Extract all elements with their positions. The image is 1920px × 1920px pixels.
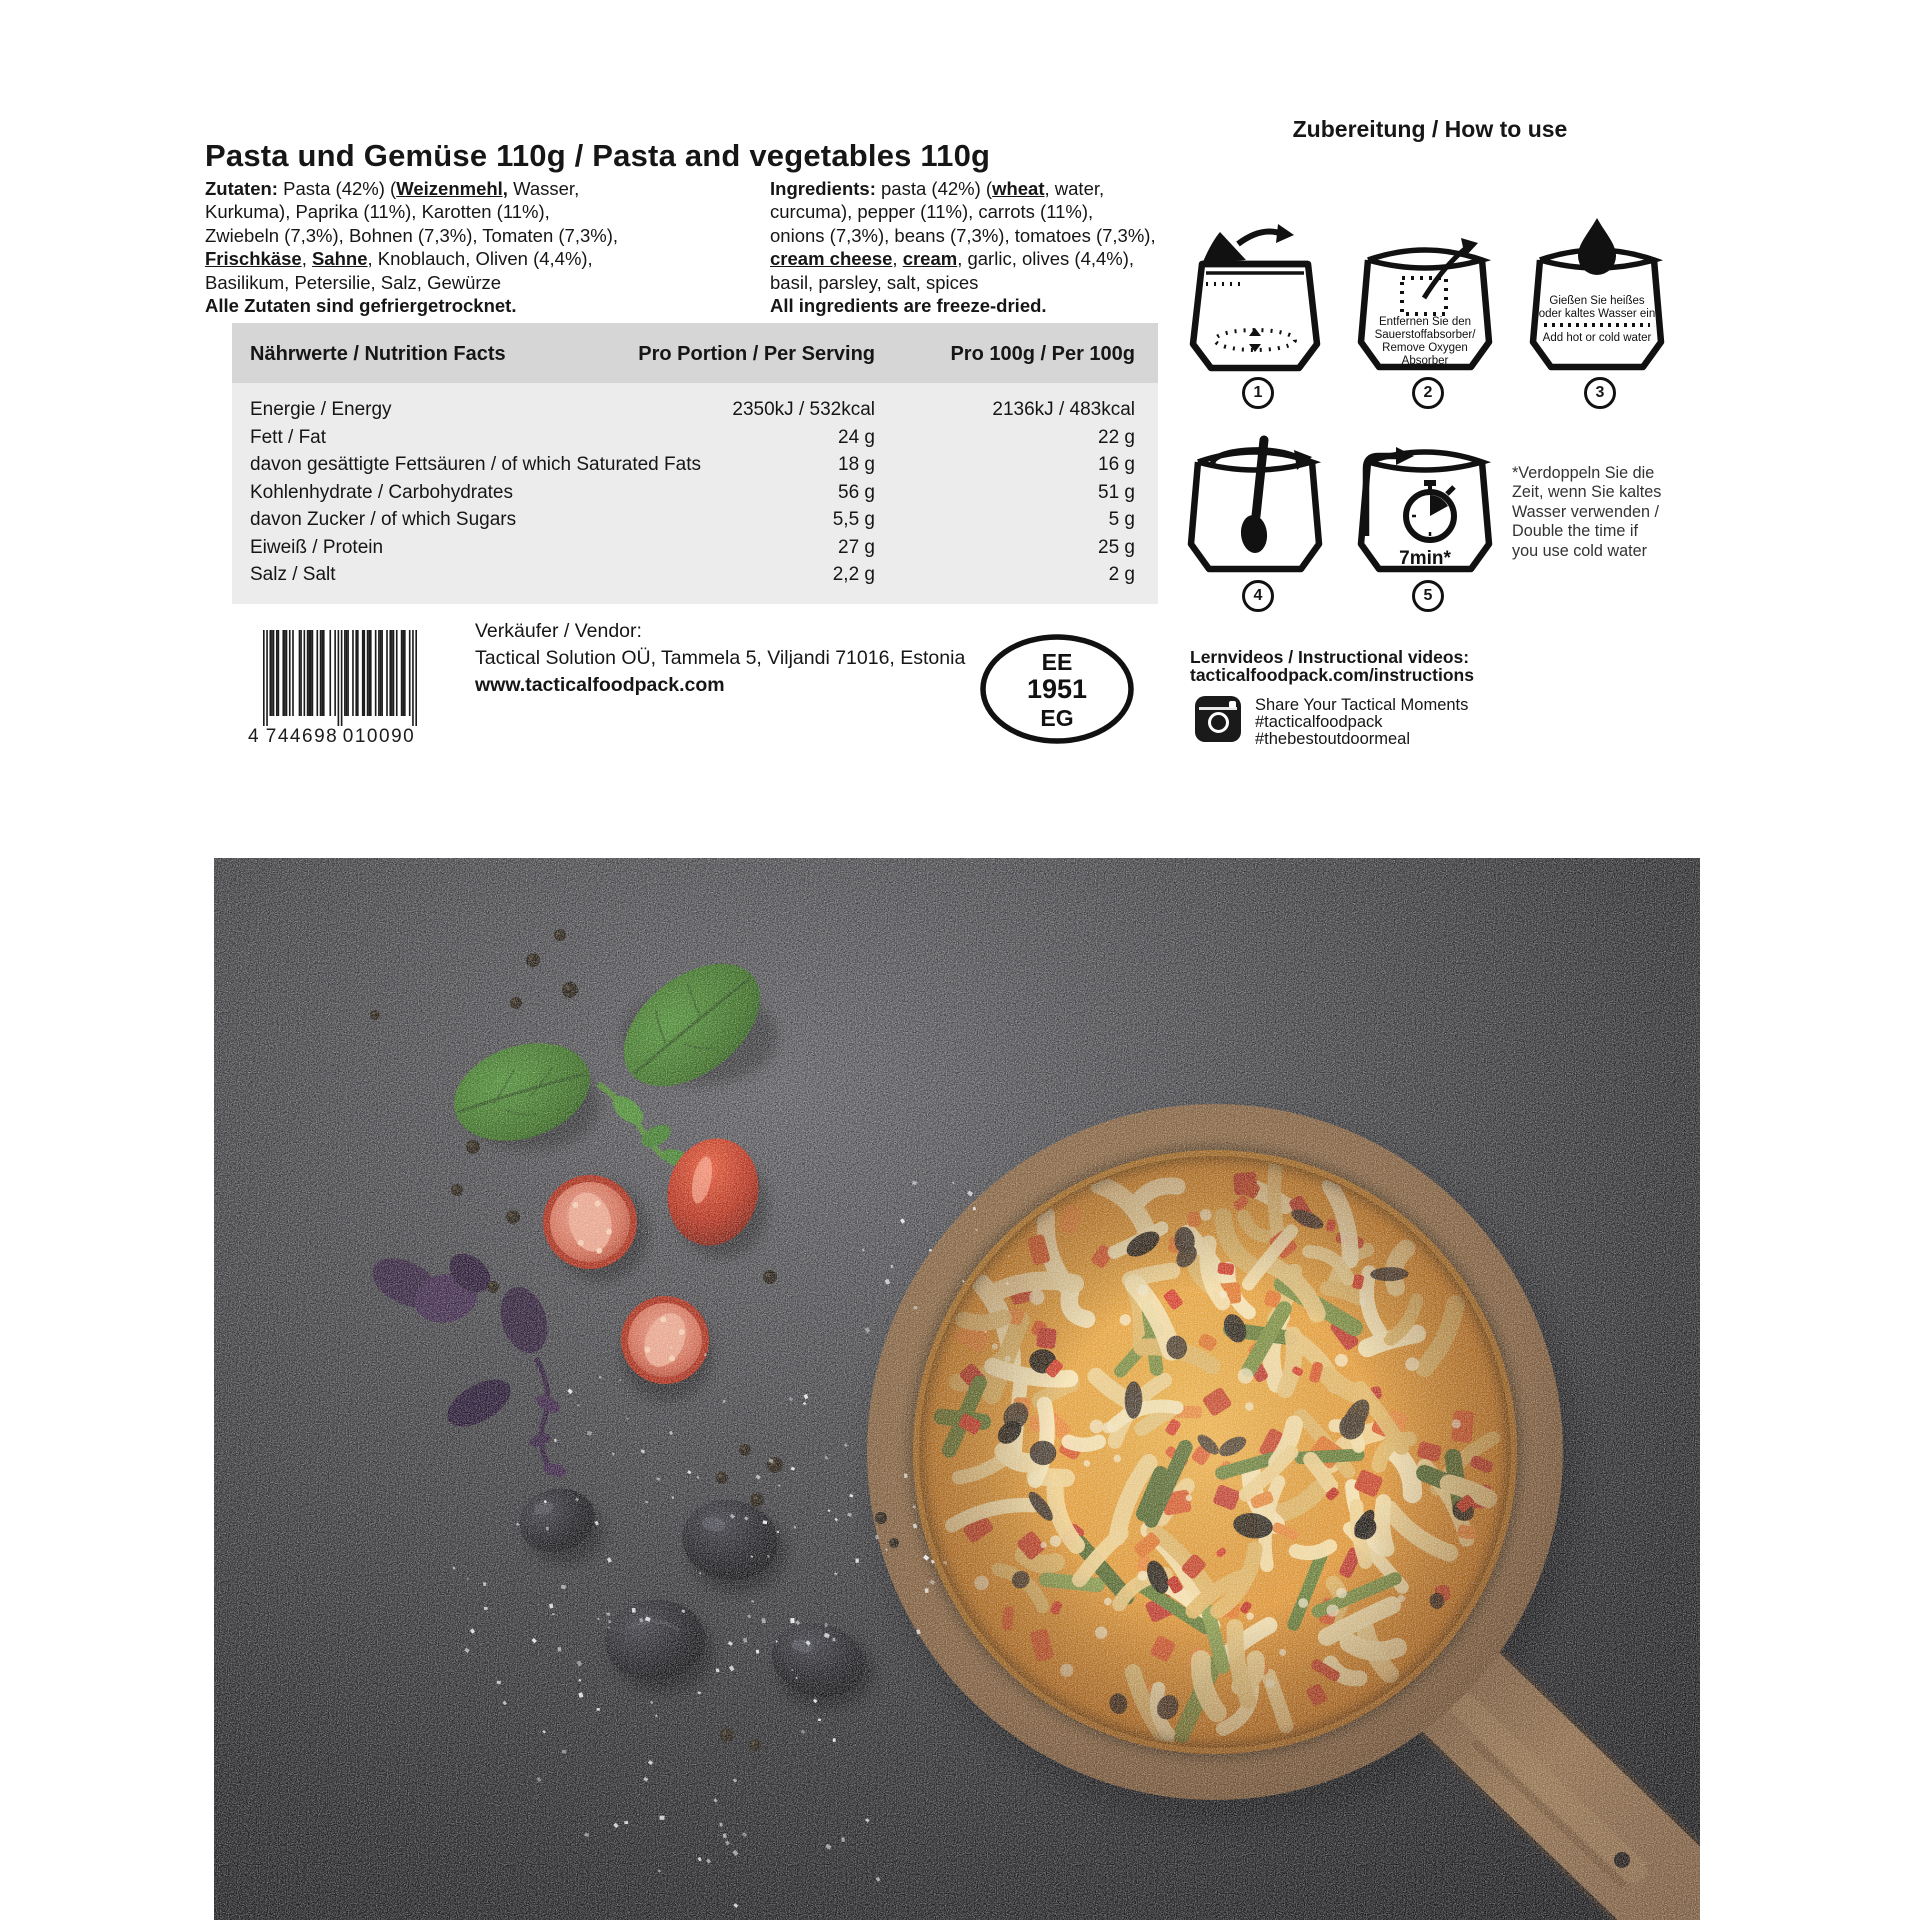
svg-text:Entfernen Sie den: Entfernen Sie den: [1378, 316, 1472, 328]
nutrition-row: [232, 534, 1158, 562]
barcode-bar: [378, 630, 380, 716]
barcode-bar: [299, 630, 301, 716]
howto-step-5-wait-icon: [1350, 424, 1500, 574]
barcode-bar: [401, 630, 403, 716]
nutrition-row: [232, 424, 1158, 452]
nutrition-row: [232, 506, 1158, 534]
nutrition-row: [232, 396, 1158, 424]
cold-water-note: *Verdoppeln Sie die Zeit, wenn Sie kaltes Wasser verwenden / Double the time if you use cold water: [1512, 464, 1662, 560]
open-arrow: [1276, 224, 1294, 243]
barcode-bar: [381, 630, 383, 716]
value-per-100g: 25 g: [1098, 536, 1135, 558]
barcode-bar: [323, 630, 325, 716]
barcode-bar: [415, 630, 417, 726]
svg-text:Sauerstoffabsorber/: Sauerstoffabsorber/: [1374, 329, 1476, 341]
howto-step-1-open-bag-icon: [1180, 222, 1330, 372]
vendor-label: Verkäufer / Vendor:: [475, 620, 642, 642]
barcode-bar: [341, 630, 343, 726]
eu-approval-oval: [976, 631, 1138, 747]
column-header-nutrition-facts: Nährwerte / Nutrition Facts: [250, 343, 506, 365]
value-per-100g: 5 g: [1108, 509, 1135, 530]
barcode-bar: [284, 630, 286, 716]
value-per-serving: 5,5 g: [832, 509, 875, 530]
videos-url: tacticalfoodpack.com/instructions: [1190, 664, 1474, 685]
howto-step-4-stir-icon: [1180, 424, 1330, 574]
nutrition-row: [232, 561, 1158, 589]
value-per-100g: 16 g: [1098, 454, 1135, 475]
barcode-bar: [370, 630, 372, 716]
barcode-bar: [321, 630, 323, 716]
value-per-serving: 18 g: [838, 454, 875, 475]
svg-text:EG: EG: [1040, 705, 1074, 731]
barcode-bar: [355, 630, 357, 716]
column-header-per-100g: Pro 100g / Per 100g: [950, 343, 1135, 365]
ingredients-line: onions (7,3%), beans (7,3%), tomatoes (7,3%),: [770, 224, 1156, 246]
barcode-bar: [338, 630, 340, 726]
videos-label: Lernvideos / Instructional videos:: [1190, 647, 1470, 667]
instructional-videos: [1190, 649, 1474, 684]
barcode-bar: [266, 630, 268, 726]
svg-text:ml: ml: [1589, 256, 1605, 270]
barcode-bar: [412, 630, 414, 726]
barcode-digits: 4: [247, 726, 261, 747]
barcode-digits: 744698: [265, 726, 339, 747]
barcode-bar: [402, 630, 404, 716]
ingredients-line: Basilikum, Petersilie, Salz, Gewürze: [205, 271, 502, 293]
barcode-bar: [375, 630, 377, 716]
product-photo: [214, 858, 1700, 1920]
svg-text:7min*: 7min*: [1399, 548, 1451, 569]
barcode-bar: [312, 630, 314, 716]
column-header-per-serving: Pro Portion / Per Serving: [638, 343, 875, 365]
barcode-bar: [289, 630, 291, 716]
vendor-website: www.tacticalfoodpack.com: [475, 674, 725, 696]
ingredients-german: [205, 177, 618, 317]
ingredients-line: Ingredients: pasta (42%) (wheat, water,: [770, 178, 1105, 199]
barcode-bar: [273, 630, 275, 716]
barcode-bar: [357, 630, 359, 716]
barcode-bar: [310, 630, 312, 716]
svg-text:EE: EE: [1041, 649, 1073, 675]
step-number-4: 4: [1242, 580, 1274, 612]
nutrition-table-header: [232, 323, 1158, 383]
barcode-bar: [346, 630, 348, 716]
value-per-serving: 27 g: [838, 536, 875, 558]
step-number-5: 5: [1412, 580, 1444, 612]
barcode-bar: [362, 630, 364, 716]
ingredients-line: cream cheese, cream, garlic, olives (4,4%),: [770, 248, 1135, 270]
barcode-bar: [263, 630, 265, 726]
product-title: Pasta und Gemüse 110g / Pasta and vegetables 110g: [205, 138, 991, 173]
nutrition-row: [232, 451, 1158, 479]
ingredients-line: Frischkäse, Sahne, Knoblauch, Oliven (4,4%),: [205, 248, 593, 270]
svg-text:oder kaltes Wasser ein: oder kaltes Wasser ein: [1538, 308, 1656, 320]
ingredients-english: [770, 177, 1156, 317]
value-per-100g: 51 g: [1098, 481, 1135, 503]
hashtag-2: #thebestoutdoormeal: [1255, 730, 1411, 748]
step-number-1: 1: [1242, 377, 1274, 409]
step-number-3: 3: [1584, 377, 1616, 409]
vendor-address: Tactical Solution OÜ, Tammela 5, Viljandi 71016, Estonia: [475, 647, 966, 669]
step-number-2: 2: [1412, 377, 1444, 409]
barcode-bar: [278, 630, 280, 716]
value-per-100g: 2136kJ / 483kcal: [992, 399, 1135, 420]
nutrient-label: Eiweiß / Protein: [250, 536, 384, 558]
ingredients-line: Alle Zutaten sind gefriergetrocknet.: [205, 295, 517, 317]
barcode-bar: [368, 630, 370, 716]
ean-barcode: [247, 630, 419, 748]
ingredients-line: curcuma), pepper (11%), carrots (11%),: [770, 201, 1094, 223]
share-line: Share Your Tactical Moments: [1255, 696, 1469, 714]
barcode-bar: [286, 630, 288, 716]
barcode-bar: [269, 630, 271, 716]
vendor-info: [475, 618, 965, 699]
nutrient-label: Fett / Fat: [250, 426, 327, 448]
barcode-bar: [347, 630, 349, 716]
svg-text:Absorber: Absorber: [1401, 355, 1449, 367]
barcode-bar: [386, 630, 388, 716]
barcode-bar: [344, 630, 346, 716]
social-hashtags: [1255, 697, 1468, 748]
instagram-camera-flash: [1229, 701, 1236, 708]
nutrition-table: [232, 323, 1158, 604]
barcode-bar: [316, 630, 318, 716]
barcode-bar: [329, 630, 331, 716]
instagram-icon: [1195, 696, 1241, 742]
barcode-bar: [380, 630, 382, 716]
barcode-bar: [364, 630, 366, 716]
value-per-100g: 22 g: [1098, 426, 1135, 448]
barcode-bar: [300, 630, 302, 716]
ingredients-line: basil, parsley, salt, spices: [770, 271, 979, 293]
howto-step-2-remove-absorber-icon: [1350, 222, 1500, 372]
barcode-bar: [304, 630, 306, 716]
nutrient-label: davon Zucker / of which Sugars: [250, 509, 517, 530]
instagram-camera-lens: [1208, 712, 1229, 733]
barcode-bar: [389, 630, 391, 716]
hashtag-1: #tacticalfoodpack: [1255, 713, 1383, 731]
howto-step-3-add-water-icon: [1522, 222, 1672, 372]
nutrient-label: davon gesättigte Fettsäuren / of which Saturated Fats: [250, 454, 701, 475]
barcode-bar: [352, 630, 354, 716]
barcode-bar: [307, 630, 309, 716]
svg-text:300: 300: [1586, 242, 1608, 256]
svg-text:Gießen Sie heißes: Gießen Sie heißes: [1549, 295, 1645, 307]
peel-flap: [1202, 232, 1246, 264]
barcode-bar: [367, 630, 369, 716]
barcode-bar: [409, 630, 411, 716]
barcode-bar: [396, 630, 398, 716]
barcode-bar: [391, 630, 393, 716]
barcode-bar: [308, 630, 310, 716]
ingredients-line: Zutaten: Pasta (42%) (Weizenmehl, Wasser,: [205, 178, 580, 199]
ingredients-line: All ingredients are freeze-dried.: [770, 295, 1047, 317]
value-per-serving: 2,2 g: [832, 564, 875, 585]
barcode-bar: [271, 630, 273, 716]
value-per-serving: 2350kJ / 532kcal: [732, 399, 875, 420]
barcode-bar: [320, 630, 322, 716]
svg-text:Remove Oxygen: Remove Oxygen: [1382, 342, 1468, 354]
barcode-bar: [393, 630, 395, 716]
barcode-bar: [276, 630, 278, 716]
ingredients-line: Zwiebeln (7,3%), Bohnen (7,3%), Tomaten (7,3%),: [205, 224, 619, 246]
nutrient-label: Salz / Salt: [250, 564, 336, 585]
barcode-digits: 010090: [342, 726, 416, 747]
barcode-bar: [334, 630, 336, 716]
nutrition-table-body: [232, 383, 1158, 604]
barcode-bar: [404, 630, 406, 716]
barcode-bar: [292, 630, 294, 716]
value-per-100g: 2 g: [1108, 564, 1135, 585]
svg-text:1951: 1951: [1026, 674, 1088, 704]
svg-text:Add hot or cold water: Add hot or cold water: [1542, 332, 1652, 344]
nutrient-label: Energie / Energy: [250, 399, 392, 420]
surface-light-grain: [214, 858, 1700, 1920]
barcode-bar: [282, 630, 284, 716]
howto-title: Zubereitung / How to use: [1292, 116, 1568, 142]
ingredients-line: Kurkuma), Paprika (11%), Karotten (11%),: [205, 201, 550, 223]
nutrient-label: Kohlenhydrate / Carbohydrates: [250, 481, 513, 503]
value-per-serving: 24 g: [838, 426, 875, 448]
nutrition-row: [232, 479, 1158, 507]
value-per-serving: 56 g: [838, 481, 875, 503]
